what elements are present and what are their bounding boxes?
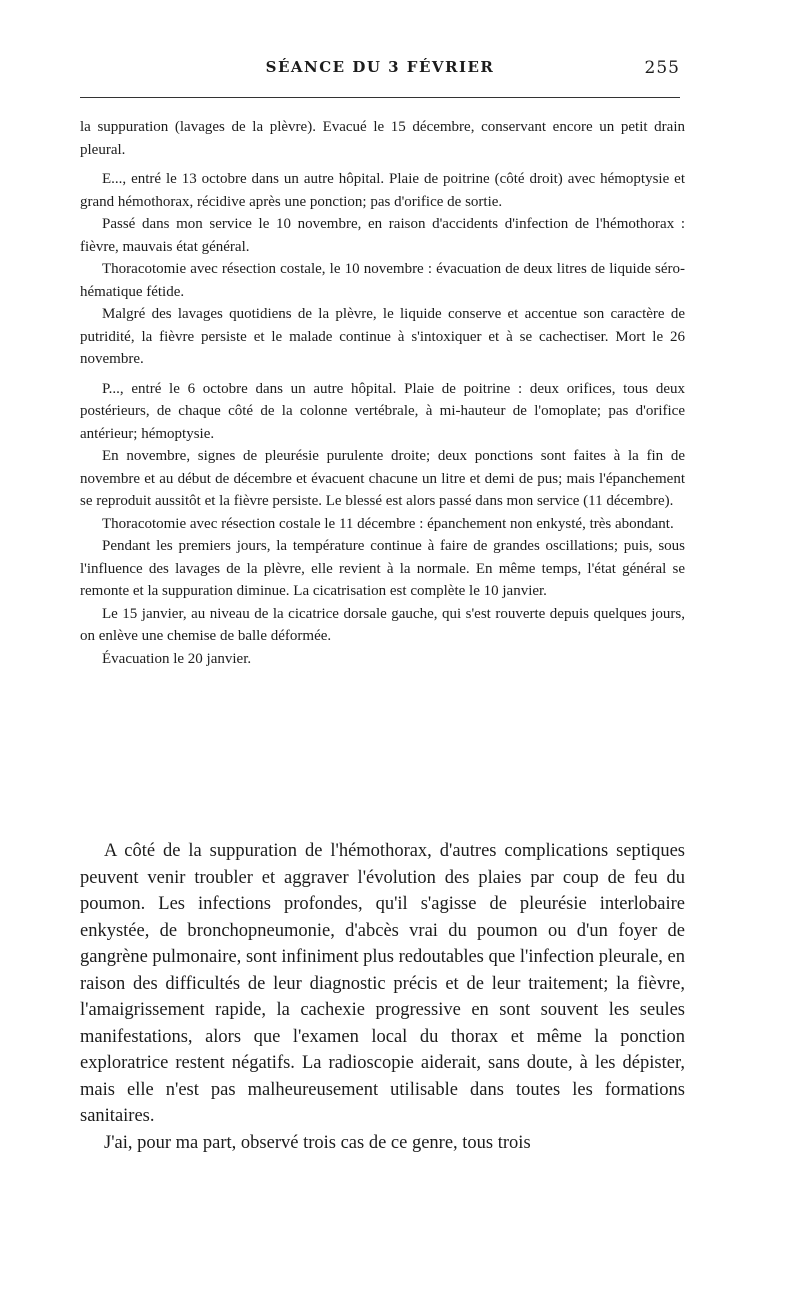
body-paragraph-own-cases: J'ai, pour ma part, observé trois cas de ce genre, tous trois <box>104 1132 531 1153</box>
case-notes <box>80 116 685 670</box>
page-number: 255 <box>644 58 680 78</box>
case-note-p-bullet-removal: Le 15 janvier, au niveau de la cicatrice dorsale gauche, qui s'est rouverte depuis quelques jours, on enlève une chemise de balle déformée. <box>80 605 685 644</box>
running-head <box>80 58 680 84</box>
case-note-e-outcome: Malgré des lavages quotidiens de la plèvre, le liquide conserve et accentue son caractère de putridité, la fièvre persiste et le malade continue à s'intoxiquer et à se cachectiser. Mort le 26 novembre. <box>80 306 685 367</box>
running-title: SÉANCE DU 3 FÉVRIER <box>265 58 495 76</box>
case-note-e-thoracotomy: Thoracotomie avec résection costale, le 10 novembre : évacuation de deux litres de liquide séro-hématique fétide. <box>80 261 685 300</box>
case-note-e-intro: E..., entré le 13 octobre dans un autre hôpital. Plaie de poitrine (côté droit) avec hémoptysie et grand hémothorax, récidive après une ponction; pas d'orifice de sortie. <box>80 171 685 210</box>
body-paragraph-complications: A côté de la suppuration de l'hémothorax, d'autres complications septiques peuvent venir troubler et aggraver l'évolution des plaies par coup de feu du poumon. Les infections profondes, qu'il s'agisse de pleurésie interlobaire enkystée, de bronchopneumonie, d'abcès vrai du poumon ou d'un foyer de gangrène pulmonaire, sont infiniment plus redoutables que l'infection pleurale, en raison des difficultés de leur diagnostic précis et de leur traitement; la fièvre, l'amaigrissement rapide, la cachexie progressive en sont souvent les seules manifestations, alors que l'examen local du thorax et même la ponction exploratrice restent négatifs. La radioscopie aiderait, sans doute, à les dépister, mais elle n'est pas malheureusement utilisable dans toutes les formations sanitaires. <box>80 841 685 1126</box>
case-note-e-admission: Passé dans mon service le 10 novembre, en raison d'accidents d'infection de l'hémothorax : fièvre, mauvais état général. <box>80 216 685 255</box>
main-text <box>80 838 685 1156</box>
header-rule <box>80 97 680 98</box>
case-note-continuation: la suppuration (lavages de la plèvre). Evacué le 15 décembre, conservant encore un petit drain pleural. <box>80 119 685 158</box>
case-note-p-pleurisy: En novembre, signes de pleurésie purulente droite; deux ponctions sont faites à la fin de novembre et au début de décembre et évacuent chacune un litre et demi de pus; mais l'épanchement se reproduit aussitôt et la fièvre persiste. Le blessé est alors passé dans mon service (11 décembre). <box>80 448 685 509</box>
case-note-p-evacuation: Évacuation le 20 janvier. <box>102 650 252 667</box>
case-note-p-thoracotomy: Thoracotomie avec résection costale le 11 décembre : épanchement non enkysté, très abondant. <box>102 515 674 532</box>
case-note-p-recovery: Pendant les premiers jours, la température continue à faire de grandes oscillations; puis, sous l'influence des lavages de la plèvre, elle revient à la normale. En même temps, l'état général se remonte et la suppuration diminue. La cicatrisation est complète le 10 janvier. <box>80 538 685 599</box>
case-note-p-intro: P..., entré le 6 octobre dans un autre hôpital. Plaie de poitrine : deux orifices, tous deux postérieurs, de chaque côté de la colonne vertébrale, à mi-hauteur de l'omoplate; pas d'orifice antérieur; hémoptysie. <box>80 380 685 442</box>
